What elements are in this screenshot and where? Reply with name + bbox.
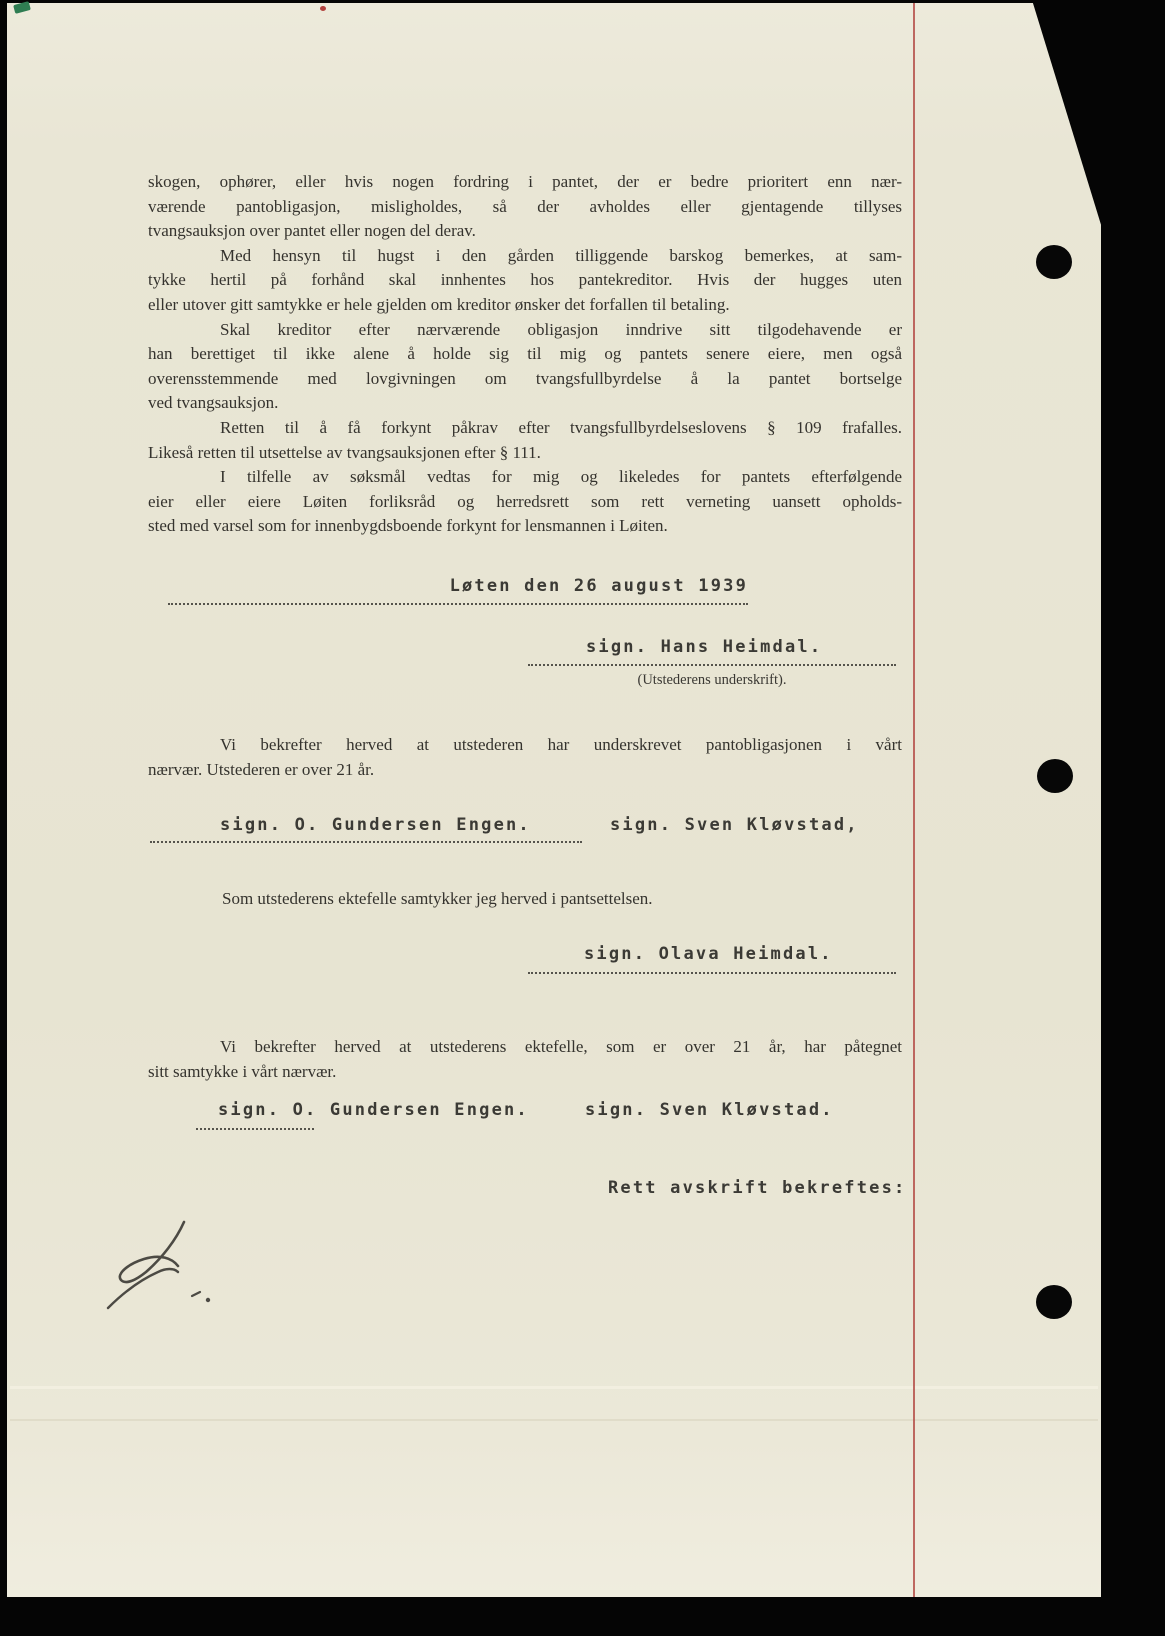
body-line: skogen, ophører, eller hvis nogen fordring i pantet, der er bedre prioritert enn nær-	[148, 172, 902, 191]
body-line: overensstemmende med lovgivningen om tvangsfullbyrdelse å la pantet bortselge	[148, 368, 902, 388]
body-line: tykke hertil på forhånd skal innhentes hos pantekreditor. Hvis der hugges uten	[148, 270, 902, 290]
body-line: værende pantobligasjon, misligholdes, så der avholdes eller gjentagende tillyses	[148, 196, 902, 216]
body-line: Retten til å få forkynt påkrav efter tvangsfullbyrdelseslovens § 109 frafalles.	[220, 417, 902, 437]
signature-dotted-rule	[196, 1128, 314, 1130]
witness-signature-1-right: sign. Sven Kløvstad,	[610, 815, 859, 835]
body-line: han berettiget til ikke alene å holde sig til mig og pantets senere eiere, men også	[148, 344, 902, 364]
spouse-signature-line	[528, 944, 896, 974]
witness-signature-2-left: sign. O. Gundersen Engen.	[218, 1100, 529, 1120]
handwritten-initials	[92, 1212, 232, 1322]
certification-text: Rett avskrift bekreftes:	[608, 1178, 907, 1198]
spouse-consent: Som utstederens ektefelle samtykker jeg herved i pantsettelsen.	[222, 889, 653, 908]
paper-crease	[10, 1419, 1098, 1421]
paper-crease	[10, 1386, 1098, 1389]
body-line: Med hensyn til hugst i den gården tilliggende barskog bemerkes, at sam-	[220, 245, 902, 265]
red-margin-line	[913, 3, 915, 1597]
witness-signature-1-left: sign. O. Gundersen Engen.	[220, 815, 531, 835]
punch-hole	[1037, 759, 1073, 793]
scan-artifact-red	[320, 6, 326, 11]
spouse-signature: sign. Olava Heimdal.	[584, 944, 833, 964]
paper-edge-band	[10, 1560, 1098, 1594]
body-line: Likeså retten til utsettelse av tvangsauksjonen efter § 111.	[148, 442, 541, 462]
issuer-signature: sign. Hans Heimdal.	[586, 637, 823, 657]
body-line: sitt samtykke i vårt nærvær.	[148, 1061, 337, 1081]
body-line: Vi bekrefter herved at utstederen har underskrevet pantobligasjonen i vårt	[220, 735, 902, 754]
witness-statement-1	[148, 733, 902, 782]
punch-hole	[1036, 245, 1072, 279]
issuer-signature-line	[528, 637, 896, 666]
body-line: nærvær. Utstederen er over 21 år.	[148, 759, 375, 779]
body-text	[148, 170, 902, 539]
dateline-text: Løten den 26 august 1939	[449, 576, 748, 596]
body-line: eier eller eiere Løiten forliksråd og herredsrett som rett verneting uansett opholds-	[148, 491, 902, 511]
body-line: Skal kreditor efter nærværende obligasjon inndrive sitt tilgodehavende er	[220, 319, 902, 339]
dateline-rule	[168, 576, 748, 605]
body-line: Vi bekrefter herved at utstederens ektefelle, som er over 21 år, har påtegnet	[220, 1037, 902, 1056]
witness-statement-2	[148, 1035, 902, 1084]
witness-signature-row-1	[150, 815, 910, 845]
body-line: eller utover gitt samtykke er hele gjelden om kreditor ønsker det forfallen til betaling.	[148, 294, 730, 314]
punch-hole	[1036, 1285, 1072, 1319]
body-line: ved tvangsauksjon.	[148, 393, 279, 413]
body-line: tvangsauksjon over pantet eller nogen del derav.	[148, 221, 476, 241]
body-line: I tilfelle av søksmål vedtas for mig og likeledes for pantets efterfølgende	[220, 467, 902, 487]
witness-signature-2-right: sign. Sven Kløvstad.	[585, 1100, 834, 1120]
issuer-signature-caption: (Utstederens underskrift).	[637, 672, 787, 688]
body-line: sted med varsel som for innenbygdsboende forkynt for lensmannen i Løiten.	[148, 516, 668, 536]
